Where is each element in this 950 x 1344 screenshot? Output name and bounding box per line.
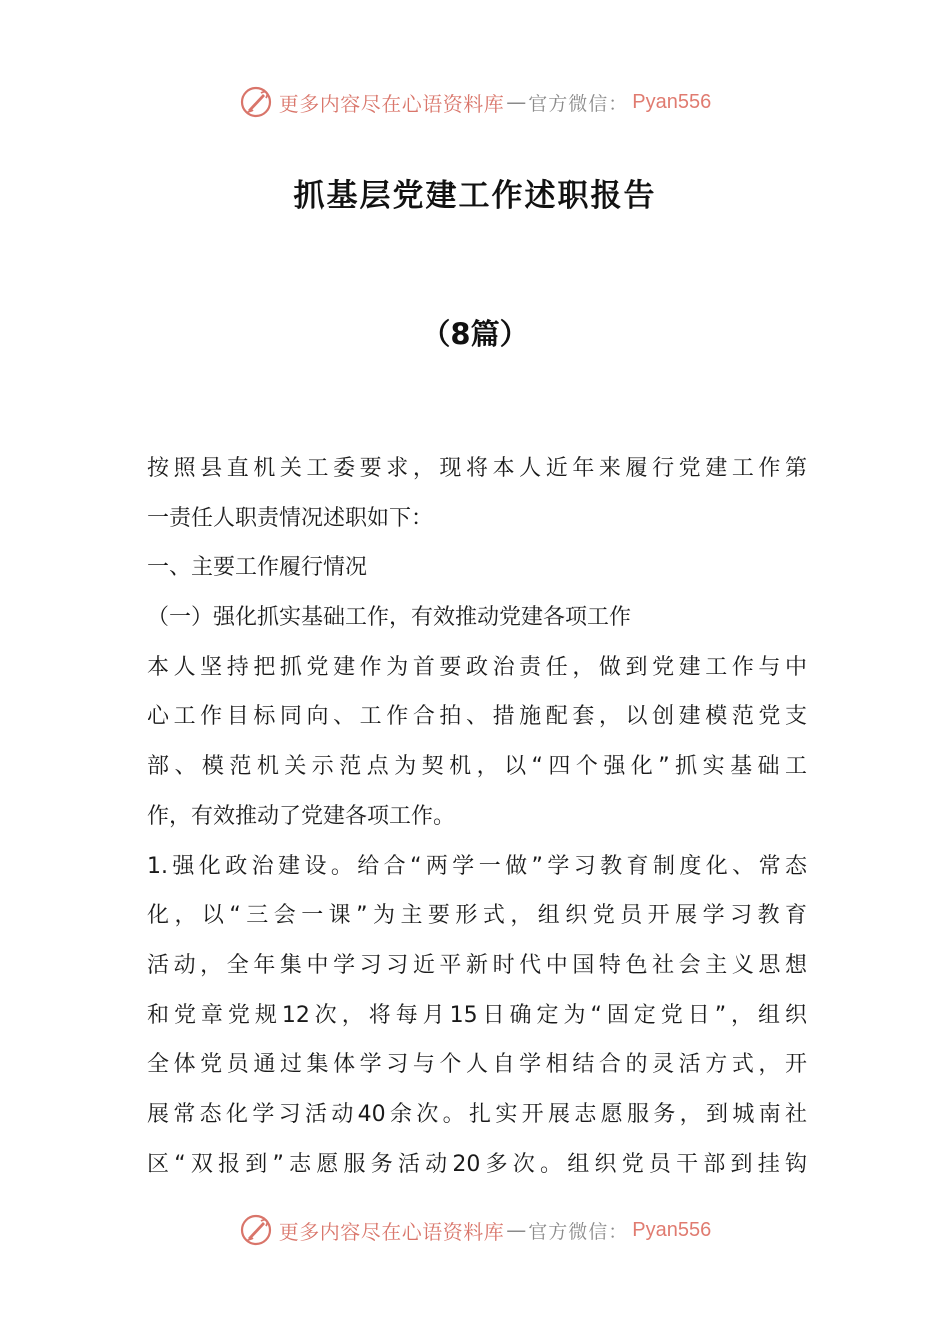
body-line: 本人坚持把抓党建作为首要政治责任，做到党建工作与中 bbox=[147, 654, 807, 680]
document-title: 抓基层党建工作述职报告 bbox=[293, 178, 657, 214]
body-line: 全体党员通过集体学习与个人自学相结合的灵活方式，开 bbox=[147, 1052, 807, 1078]
banner-dash: — bbox=[506, 90, 527, 114]
banner-site-name: 更多内容尽在心语资料库 bbox=[278, 91, 505, 116]
footer-banner bbox=[0, 1210, 950, 1250]
footer-dash: — bbox=[506, 1218, 527, 1242]
quill-pen-logo-icon bbox=[239, 1213, 273, 1247]
document-body bbox=[147, 448, 807, 1193]
body-line: 活动，全年集中学习习近平新时代中国特色社会主义思想 bbox=[147, 952, 807, 978]
banner-wechat-id: Pyan556 bbox=[632, 90, 712, 113]
footer-wechat-id: Pyan556 bbox=[632, 1218, 712, 1241]
body-line: 展常态化学习活动40余次。扎实开展志愿服务，到城南社 bbox=[147, 1101, 807, 1127]
banner-wechat-label: 官方微信： bbox=[528, 92, 629, 115]
document-subtitle: （8篇） bbox=[421, 317, 529, 351]
footer-site-name: 更多内容尽在心语资料库 bbox=[278, 1219, 505, 1244]
footer-wechat-label: 官方微信： bbox=[528, 1220, 629, 1243]
header-banner bbox=[0, 82, 950, 122]
body-line: 按照县直机关工委要求，现将本人近年来履行党建工作第 bbox=[147, 456, 807, 481]
body-line: 心工作目标同向、工作合拍、措施配套，以创建模范党支 bbox=[147, 704, 807, 730]
body-line: 作，有效推动了党建各项工作。 bbox=[147, 803, 456, 829]
body-line: 化，以“三会一课”为主要形式，组织党员开展学习教育 bbox=[147, 903, 807, 929]
section-heading: 一、主要工作履行情况 bbox=[147, 555, 368, 581]
quill-pen-logo-icon bbox=[239, 85, 273, 119]
body-line: 部、模范机关示范点为契机，以“四个强化”抓实基础工 bbox=[147, 754, 807, 780]
body-line: 区“双报到”志愿服务活动20多次。组织党员干部到挂钩 bbox=[147, 1151, 807, 1177]
subsection-heading: （一）强化抓实基础工作，有效推动党建各项工作 bbox=[147, 605, 632, 631]
body-line: 一责任人职责情况述职如下： bbox=[147, 505, 434, 531]
body-line: 1.强化政治建设。给合“两学一做”学习教育制度化、常态 bbox=[147, 853, 807, 879]
body-line: 和党章党规12次，将每月15日确定为“固定党日”，组织 bbox=[147, 1002, 807, 1028]
